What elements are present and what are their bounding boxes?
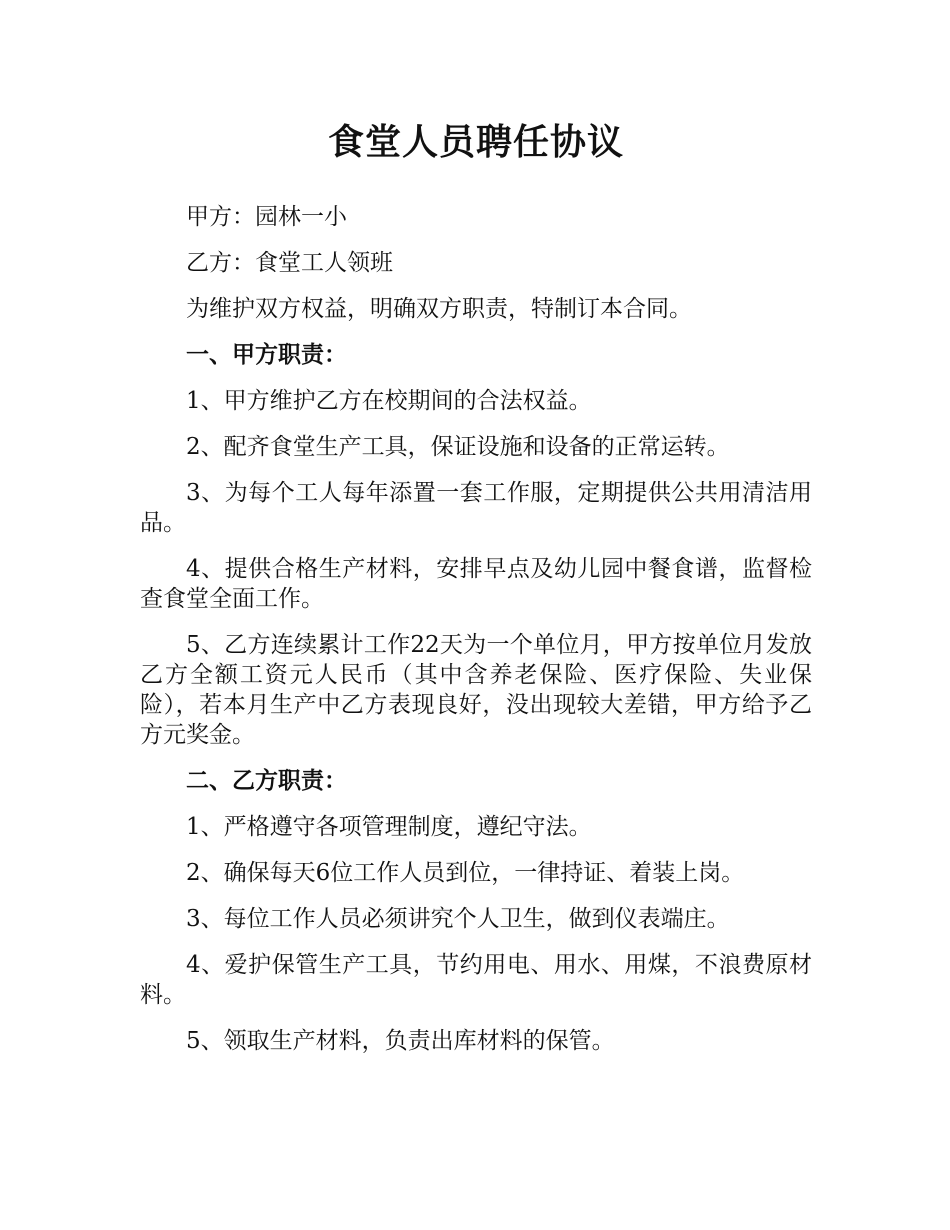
clause-paragraph: 3、每位工作人员必须讲究个人卫生，做到仪表端庄。: [186, 906, 730, 932]
party-a-line: 甲方：园林一小: [186, 204, 347, 230]
clause-paragraph: 4、提供合格生产材料，安排早点及幼儿园中餐食谱，监督检查食堂全面工作。: [140, 556, 812, 612]
clause-paragraph: 2、配齐食堂生产工具，保证设施和设备的正常运转。: [186, 434, 730, 460]
clause-paragraph: 5、领取生产材料，负责出库材料的保管。: [186, 1028, 615, 1054]
section-heading-party-a-duties: 一、甲方职责：: [186, 342, 347, 368]
section-heading-party-b-duties: 二、乙方职责：: [186, 768, 347, 794]
clause-paragraph: 2、确保每天6位工作人员到位，一律持证、着装上岗。: [186, 860, 745, 886]
clause-paragraph: 1、严格遵守各项管理制度，遵纪守法。: [186, 814, 592, 840]
page-title: 食堂人员聘任协议: [327, 122, 624, 163]
party-b-line: 乙方：食堂工人领班: [186, 250, 393, 276]
clause-paragraph: 3、为每个工人每年添置一套工作服，定期提供公共用清洁用品。: [140, 480, 812, 536]
preamble-paragraph: 为维护双方权益，明确双方职责，特制订本合同。: [186, 296, 692, 322]
clause-paragraph: 1、甲方维护乙方在校期间的合法权益。: [186, 388, 592, 414]
clause-paragraph: 5、乙方连续累计工作22天为一个单位月，甲方按单位月发放乙方全额工资元人民币（其中含养老保险、医疗保险、失业保险），若本月生产中乙方表现良好，没出现较大差错，甲方给予乙方元奖金。: [140, 632, 812, 748]
clause-paragraph: 4、爱护保管生产工具，节约用电、用水、用煤，不浪费原材料。: [140, 952, 812, 1008]
